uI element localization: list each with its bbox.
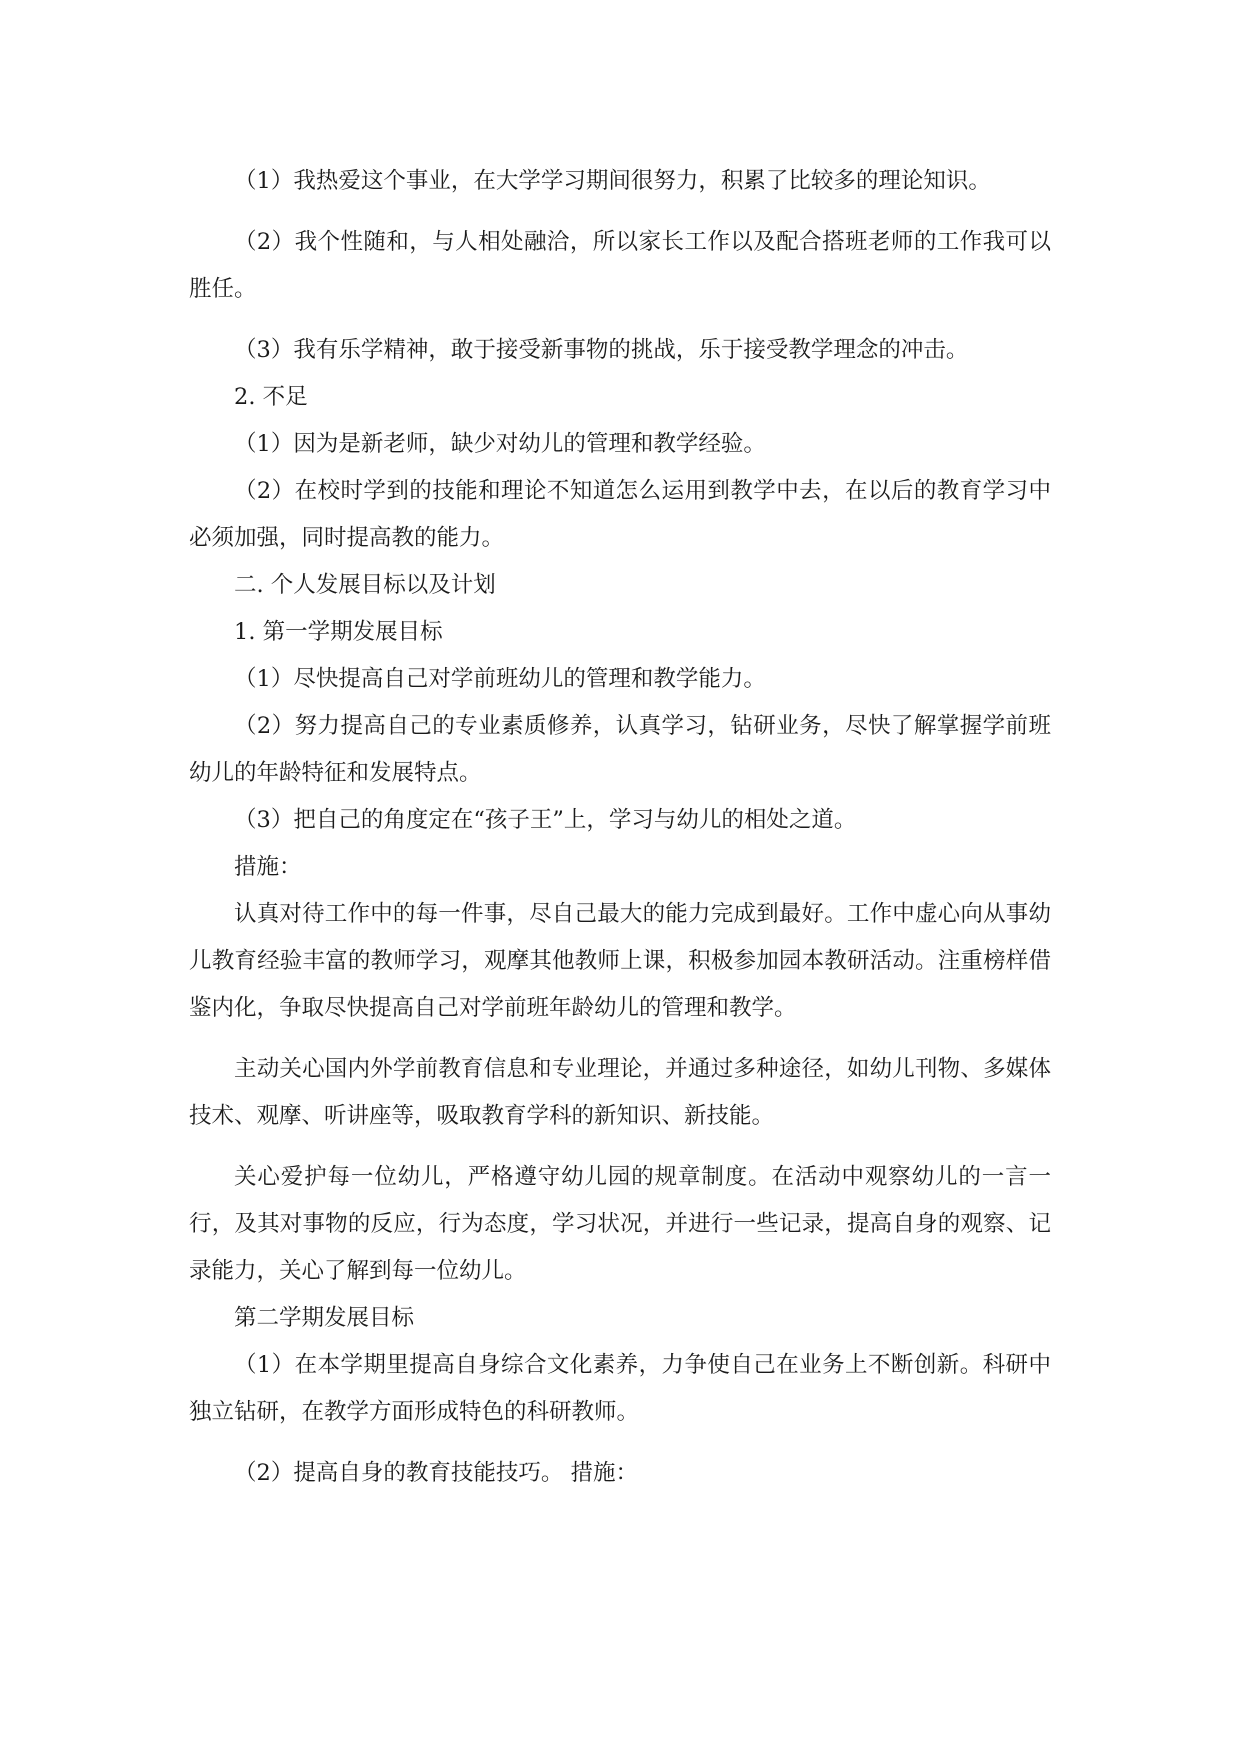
first-term-goal-1: （1）尽快提高自己对学前班幼儿的管理和教学能力。 (234, 666, 766, 692)
strength-item-1: （1）我热爱这个事业，在大学学习期间很努力，积累了比较多的理论知识。 (234, 168, 991, 194)
measure-paragraph-2: 主动关心国内外学前教育信息和专业理论，并通过多种途径，如幼儿刊物、多媒体技术、观摩、听讲座等，吸取教育学科的新知识、新技能。 (189, 1056, 1051, 1129)
strength-item-3: （3）我有乐学精神，敢于接受新事物的挑战，乐于接受教学理念的冲击。 (234, 337, 969, 363)
strength-item-2: （2）我个性随和，与人相处融洽，所以家长工作以及配合搭班老师的工作我可以胜任。 (189, 229, 1051, 302)
first-term-goal-3: （3）把自己的角度定在“孩子王”上，学习与幼儿的相处之道。 (234, 807, 857, 833)
measure-paragraph-3: 关心爱护每一位幼儿，严格遵守幼儿园的规章制度。在活动中观察幼儿的一言一行，及其对事物的反应，行为态度，学习状况，并进行一些记录，提高自身的观察、记录能力，关心了解到每一位幼儿。 (189, 1164, 1051, 1284)
second-term-heading: 第二学期发展目标 (234, 1305, 415, 1331)
section-shortcomings-heading: 2. 不足 (234, 384, 308, 410)
measures-heading: 措施： (234, 854, 302, 880)
first-term-goal-2: （2）努力提高自己的专业素质修养，认真学习，钻研业务，尽快了解掌握学前班幼儿的年龄特征和发展特点。 (189, 713, 1051, 786)
measure-paragraph-1: 认真对待工作中的每一件事，尽自己最大的能力完成到最好。工作中虚心向从事幼儿教育经验丰富的教师学习，观摩其他教师上课，积极参加园本教研活动。注重榜样借鉴内化，争取尽快提高自己对学前班年龄幼儿的管理和教学。 (189, 901, 1051, 1021)
shortcoming-item-2: （2）在校时学到的技能和理论不知道怎么运用到教学中去，在以后的教育学习中必须加强，同时提高教的能力。 (189, 478, 1051, 551)
document-body (189, 158, 1051, 1511)
shortcoming-item-1: （1）因为是新老师，缺少对幼儿的管理和教学经验。 (234, 431, 766, 457)
second-term-goal-1: （1）在本学期里提高自身综合文化素养，力争使自己在业务上不断创新。科研中独立钻研，在教学方面形成特色的科研教师。 (189, 1352, 1051, 1425)
first-term-heading: 1. 第一学期发展目标 (234, 619, 443, 645)
second-term-goal-2: （2）提高自身的教育技能技巧。 措施： (234, 1460, 638, 1486)
section-development-heading: 二. 个人发展目标以及计划 (234, 572, 496, 598)
